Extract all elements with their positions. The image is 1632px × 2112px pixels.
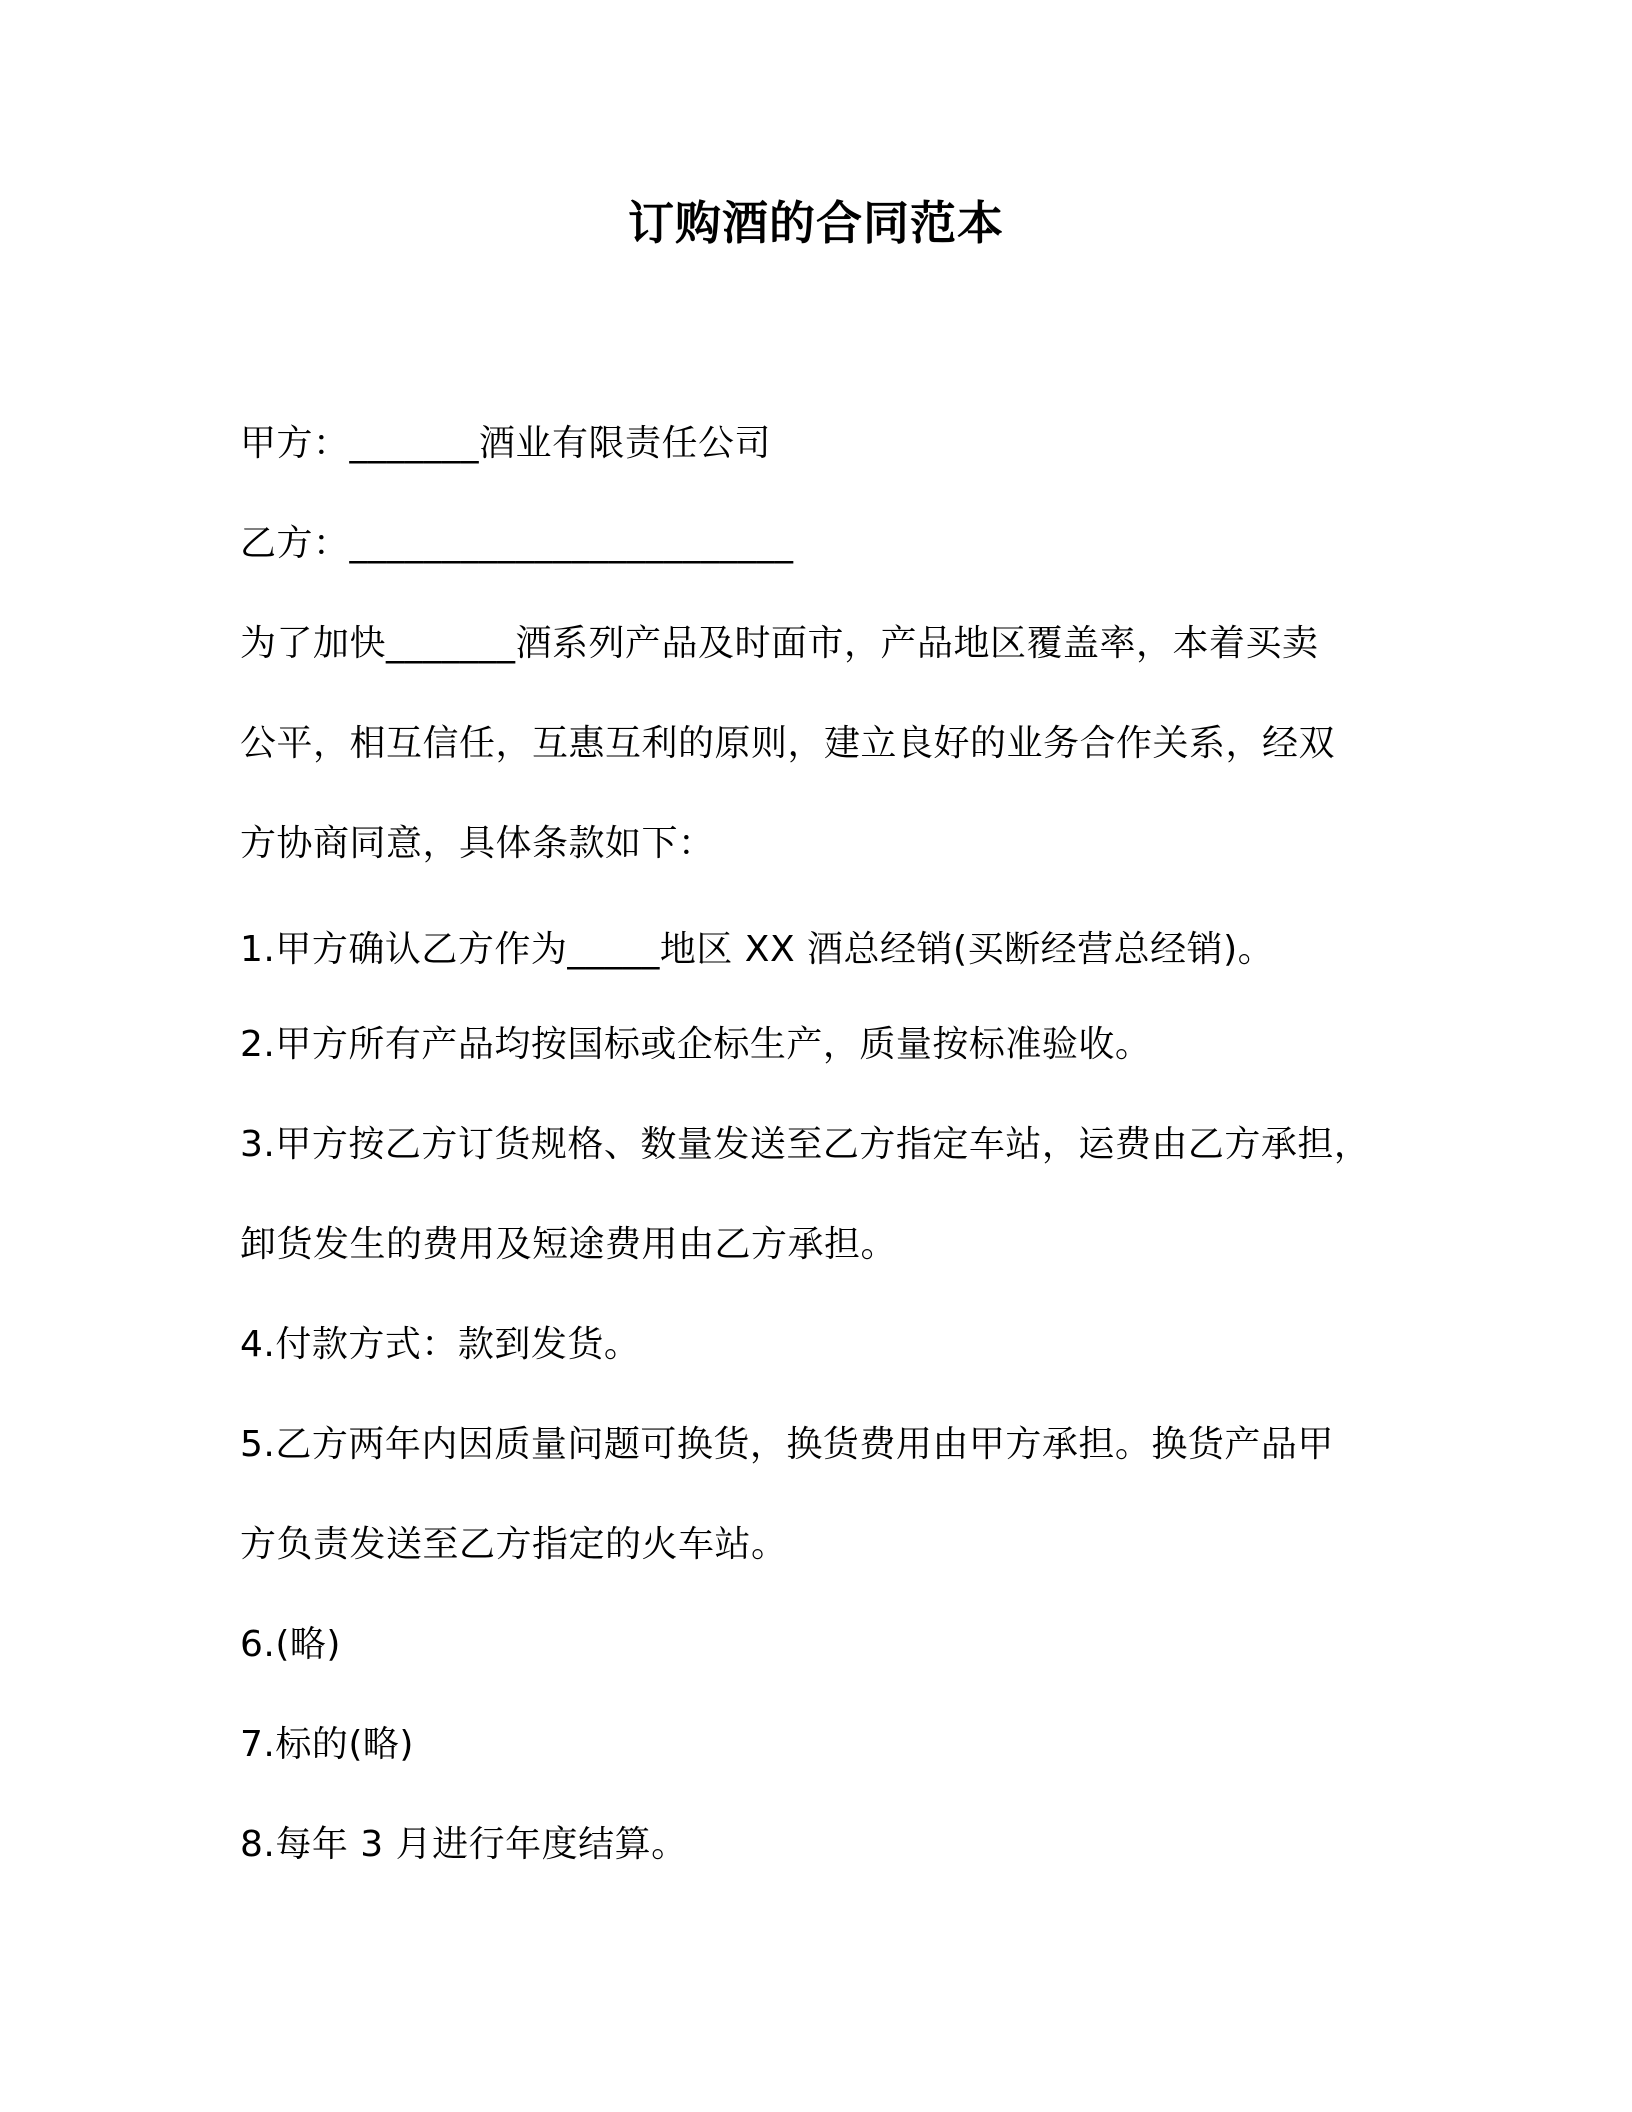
party-b-line: 乙方：________________________	[240, 523, 794, 564]
preamble-line-3: 方协商同意，具体条款如下：	[240, 823, 715, 864]
preamble-line-1: 为了加快_______酒系列产品及时面市，产品地区覆盖率，本着买卖	[240, 623, 1319, 664]
clause-8: 8.每年 3 月进行年度结算。	[240, 1824, 688, 1865]
document-title: 订购酒的合同范本	[628, 196, 1004, 250]
clause-5-line-1: 5.乙方两年内因质量问题可换货，换货费用由甲方承担。换货产品甲	[240, 1424, 1334, 1465]
clause-5-line-2: 方负责发送至乙方指定的火车站。	[240, 1524, 788, 1565]
clause-7: 7.标的(略)	[240, 1724, 414, 1765]
preamble-line-2: 公平，相互信任，互惠互利的原则，建立良好的业务合作关系，经双	[240, 723, 1336, 764]
clause-6: 6.(略)	[240, 1624, 341, 1665]
clause-3-line-1: 3.甲方按乙方订货规格、数量发送至乙方指定车站，运费由乙方承担，	[240, 1124, 1371, 1165]
clause-3-line-2: 卸货发生的费用及短途费用由乙方承担。	[240, 1224, 898, 1265]
clause-1: 1.甲方确认乙方作为_____地区 XX 酒总经销(买断经营总经销)。	[240, 929, 1275, 970]
clause-2: 2.甲方所有产品均按国标或企标生产，质量按标准验收。	[240, 1024, 1152, 1065]
party-a-line: 甲方：_______酒业有限责任公司	[240, 423, 772, 464]
clause-4: 4.付款方式：款到发货。	[240, 1324, 641, 1365]
